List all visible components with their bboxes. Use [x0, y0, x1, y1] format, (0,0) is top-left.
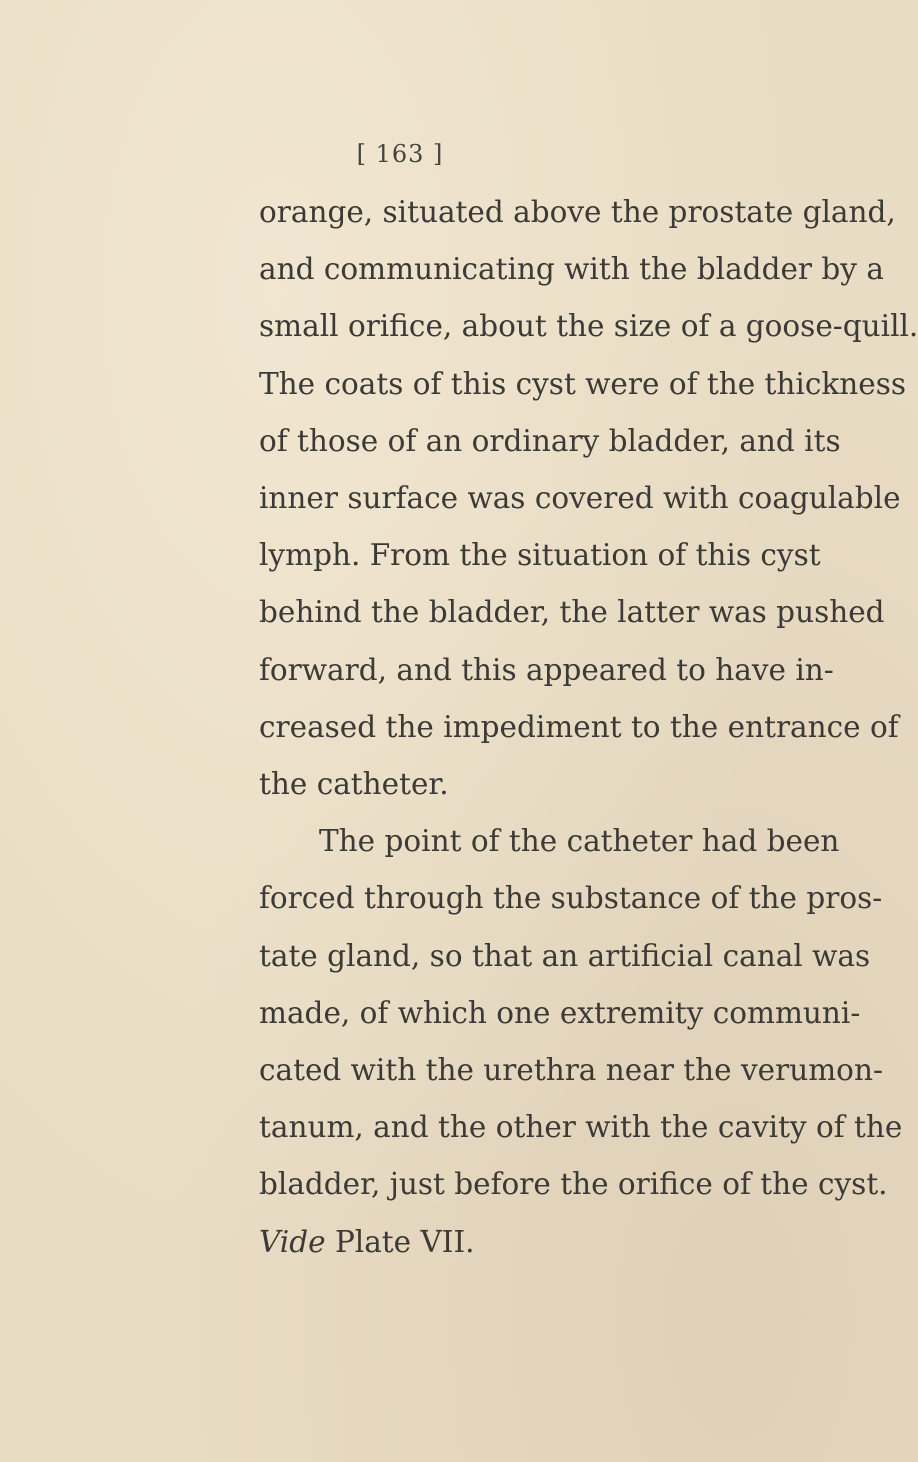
text-line: small orifice, about the size of a goose-quill. [259, 309, 918, 344]
text-line: and communicating with the bladder by a [259, 252, 884, 287]
body-text [259, 184, 918, 1271]
text-line: The point of the catheter had been [319, 824, 840, 859]
text-line: the catheter. [259, 767, 449, 802]
text-line: orange, situated above the prostate gland, [259, 195, 896, 229]
text-line: tanum, and the other with the cavity of the [259, 1110, 903, 1145]
text-line: of those of an ordinary bladder, and its [259, 423, 841, 458]
text-line: forward, and this appeared to have in- [259, 652, 834, 687]
text-line: behind the bladder, the latter was pushed [259, 595, 885, 630]
text-line: cated with the urethra near the verumon- [259, 1053, 883, 1088]
plate-reference-italic: Vide [259, 1224, 326, 1259]
text-line: The coats of this cyst were of the thickness [259, 366, 906, 401]
text-line: tate gland, so that an artificial canal was [259, 938, 871, 973]
text-line: bladder, just before the orifice of the cyst. [259, 1167, 888, 1202]
text-line: forced through the substance of the pros- [259, 881, 883, 916]
plate-reference [259, 1214, 799, 1271]
text-line: made, of which one extremity communi- [259, 995, 861, 1030]
page-number: [ 163 ] [356, 140, 444, 168]
text-line: inner surface was covered with coagulable [259, 481, 901, 516]
plate-reference-text: Plate VII. [325, 1224, 475, 1259]
text-line: creased the impediment to the entrance of [259, 709, 899, 744]
text-line: lymph. From the situation of this cyst [259, 538, 821, 573]
